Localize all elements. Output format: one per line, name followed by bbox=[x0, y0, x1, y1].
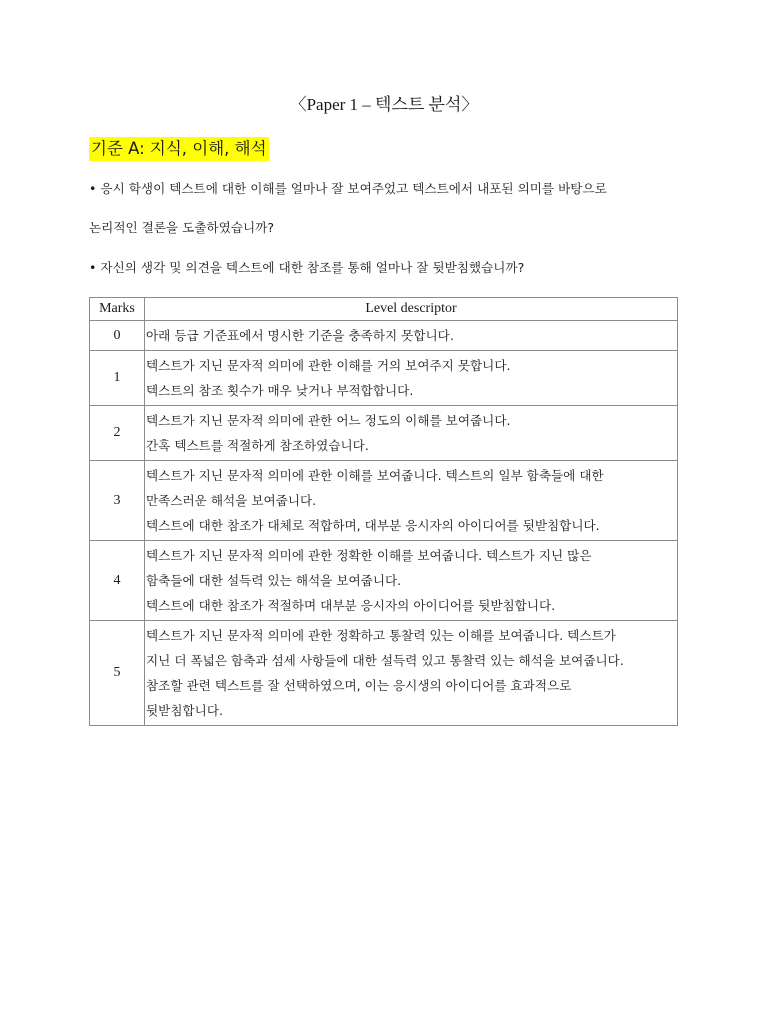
descriptor-cell bbox=[145, 406, 678, 461]
descriptor-line: 만족스러운 해석을 보여줍니다. bbox=[146, 493, 317, 508]
question-2: • 자신의 생각 및 의견을 텍스트에 대한 참조를 통해 얼마나 잘 뒷받침했습니까? bbox=[89, 260, 525, 275]
mark-cell: 3 bbox=[90, 461, 145, 541]
descriptor-line: 텍스트가 지닌 문자적 의미에 관한 이해를 거의 보여주지 못합니다. bbox=[146, 358, 511, 373]
table-row bbox=[90, 321, 678, 351]
descriptor-line: 함축들에 대한 설득력 있는 해석을 보여줍니다. bbox=[146, 573, 402, 588]
mark-cell: 5 bbox=[90, 621, 145, 726]
descriptor-line: 지닌 더 폭넓은 함축과 섬세 사항들에 대한 설득력 있고 통찰력 있는 해석을 보여줍니다. bbox=[146, 653, 624, 668]
descriptor-cell bbox=[145, 351, 678, 406]
descriptor-line: 간혹 텍스트를 적절하게 참조하였습니다. bbox=[146, 438, 369, 453]
question-1-line-2: 논리적인 결론을 도출하였습니까? bbox=[89, 220, 275, 235]
descriptor-line: 텍스트가 지닌 문자적 의미에 관한 이해를 보여줍니다. 텍스트의 일부 함축들에 대한 bbox=[146, 468, 604, 483]
descriptor-cell bbox=[145, 321, 678, 351]
table-row bbox=[90, 351, 678, 406]
descriptor-line: 텍스트가 지닌 문자적 의미에 관한 정확하고 통찰력 있는 이해를 보여줍니다. 텍스트가 bbox=[146, 628, 616, 643]
table-row bbox=[90, 621, 678, 726]
descriptor-line: 참조할 관련 텍스트를 잘 선택하였으며, 이는 응시생의 아이디어를 효과적으로 bbox=[146, 678, 572, 693]
descriptor-line: 텍스트에 대한 참조가 적절하며 대부분 응시자의 아이디어를 뒷받침합니다. bbox=[146, 598, 556, 613]
descriptor-cell bbox=[145, 541, 678, 621]
mark-cell: 1 bbox=[90, 351, 145, 406]
mark-cell: 2 bbox=[90, 406, 145, 461]
table-header-row bbox=[90, 298, 678, 321]
level-descriptor-table bbox=[89, 297, 678, 726]
descriptor-line: 텍스트가 지닌 문자적 의미에 관한 정확한 이해를 보여줍니다. 텍스트가 지닌 많은 bbox=[146, 548, 592, 563]
descriptor-line: 텍스트의 참조 횟수가 매우 낮거나 부적합합니다. bbox=[146, 383, 414, 398]
table-row bbox=[90, 406, 678, 461]
level-descriptor-header: Level descriptor bbox=[145, 298, 678, 321]
descriptor-line: 아래 등급 기준표에서 명시한 기준을 충족하지 못합니다. bbox=[146, 328, 454, 343]
page-title: 〈Paper 1 – 텍스트 분석〉 bbox=[289, 95, 479, 114]
descriptor-cell bbox=[145, 461, 678, 541]
descriptor-cell bbox=[145, 621, 678, 726]
mark-cell: 4 bbox=[90, 541, 145, 621]
descriptor-line: 뒷받침합니다. bbox=[146, 703, 223, 718]
criterion-heading: 기준 A: 지식, 이해, 해석 bbox=[89, 137, 269, 161]
descriptor-line: 텍스트가 지닌 문자적 의미에 관한 어느 정도의 이해를 보여줍니다. bbox=[146, 413, 511, 428]
question-1-line-1: • 응시 학생이 텍스트에 대한 이해를 얼마나 잘 보여주었고 텍스트에서 내포된 의미를 바탕으로 bbox=[89, 181, 607, 196]
table-row bbox=[90, 541, 678, 621]
mark-cell: 0 bbox=[90, 321, 145, 351]
descriptor-line: 텍스트에 대한 참조가 대체로 적합하며, 대부분 응시자의 아이디어를 뒷받침합니다. bbox=[146, 518, 600, 533]
table-row bbox=[90, 461, 678, 541]
marks-header: Marks bbox=[90, 298, 145, 321]
